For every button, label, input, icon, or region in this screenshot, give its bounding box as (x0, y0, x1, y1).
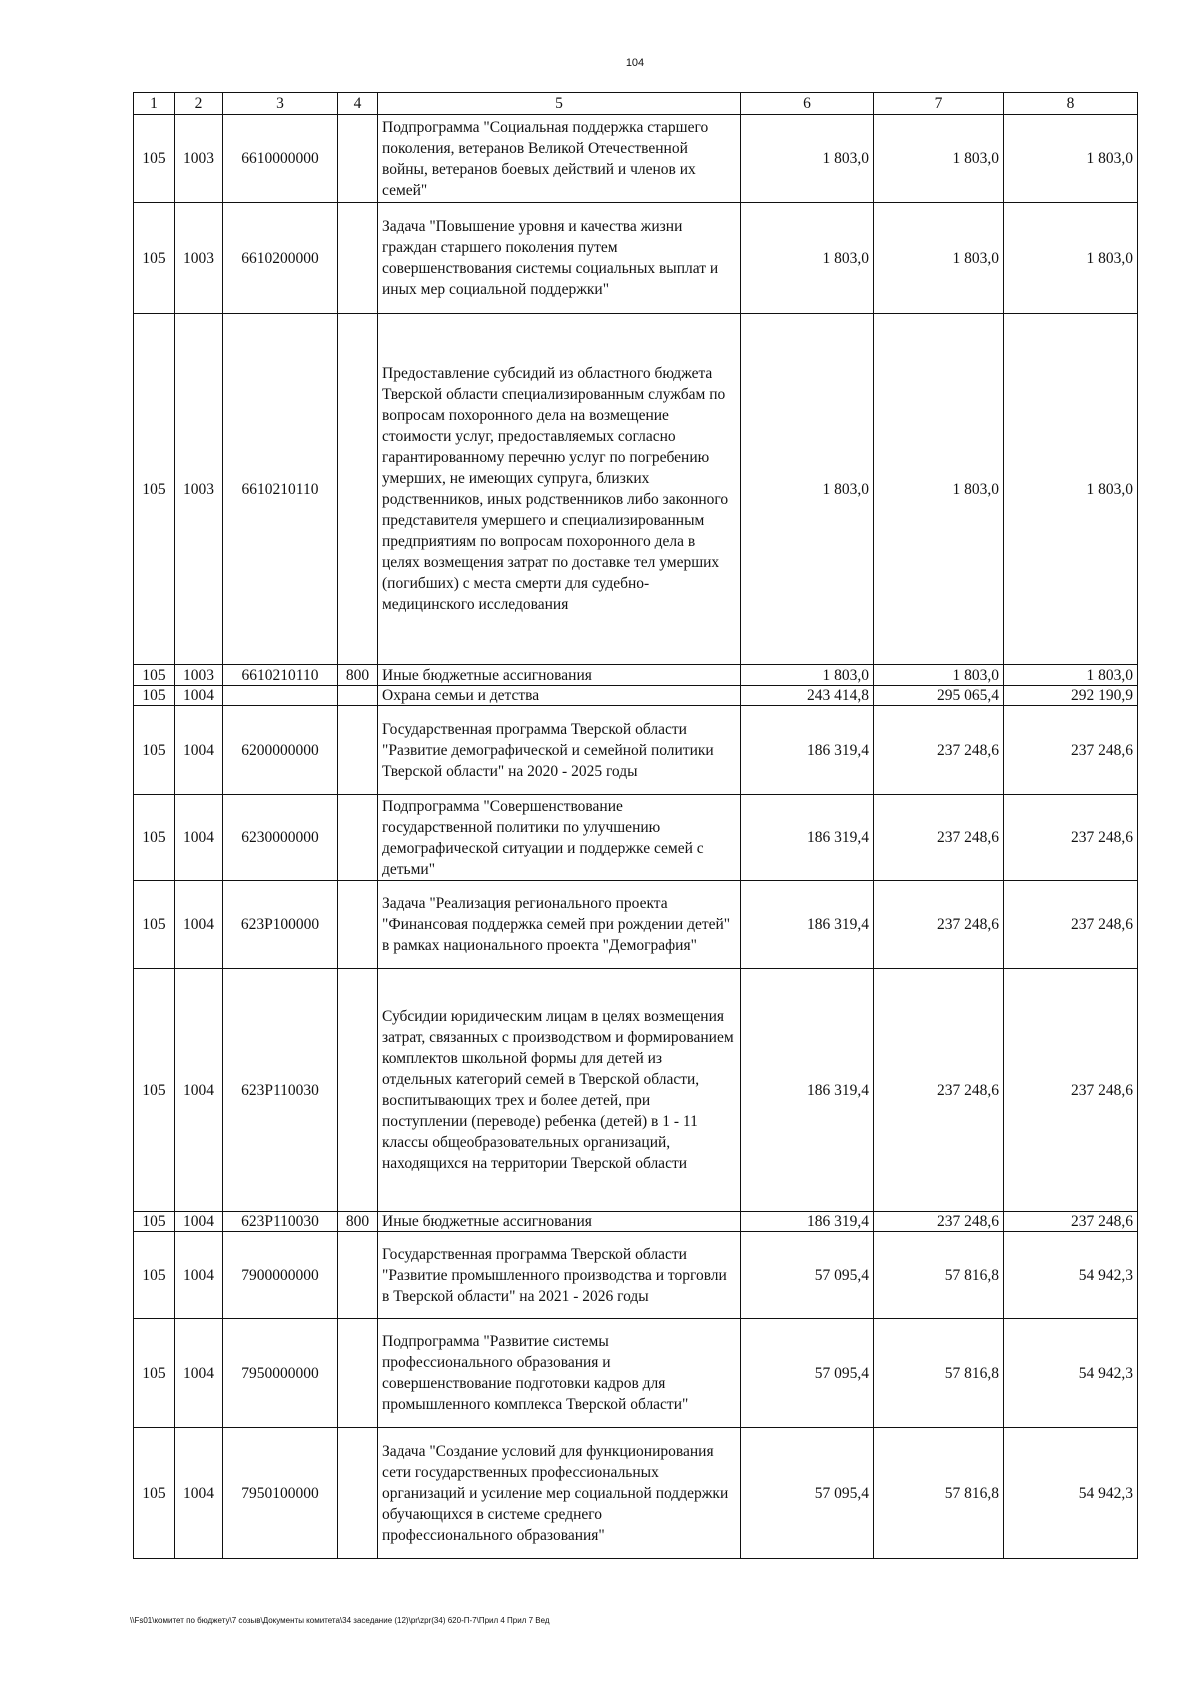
table-row (134, 1212, 1138, 1232)
header-cell-3: 3 (223, 93, 338, 115)
cell-ministry-code: 105 (134, 115, 175, 203)
cell-description: Подпрограмма "Совершенствование государственной политики по улучшению демографической ситуации и поддержке семей с детьми" (378, 795, 741, 881)
cell-amount-col6: 57 095,4 (741, 1232, 874, 1319)
cell-section-code: 1004 (175, 1212, 223, 1232)
header-cell-7: 7 (874, 93, 1004, 115)
cell-target-article (223, 686, 338, 706)
cell-amount-col6: 1 803,0 (741, 203, 874, 314)
cell-expense-type (338, 1319, 378, 1428)
cell-expense-type (338, 1232, 378, 1319)
cell-description: Государственная программа Тверской области "Развитие промышленного производства и торговли в Тверской области" на 2021 - 2026 годы (378, 1232, 741, 1319)
cell-description: Охрана семьи и детства (378, 686, 741, 706)
cell-target-article: 7900000000 (223, 1232, 338, 1319)
cell-section-code: 1004 (175, 795, 223, 881)
table-row (134, 203, 1138, 314)
cell-amount-col7: 237 248,6 (874, 706, 1004, 795)
cell-description: Государственная программа Тверской области "Развитие демографической и семейной политики Тверской области" на 2020 - 2025 годы (378, 706, 741, 795)
cell-amount-col7: 1 803,0 (874, 665, 1004, 686)
cell-expense-type (338, 969, 378, 1212)
cell-section-code: 1004 (175, 1232, 223, 1319)
cell-description: Подпрограмма "Развитие системы профессионального образования и совершенствование подготовки кадров для промышленного комплекса Тверской области" (378, 1319, 741, 1428)
cell-amount-col7: 1 803,0 (874, 314, 1004, 665)
cell-expense-type (338, 115, 378, 203)
cell-amount-col7: 57 816,8 (874, 1232, 1004, 1319)
cell-expense-type (338, 314, 378, 665)
cell-description: Подпрограмма "Социальная поддержка старшего поколения, ветеранов Великой Отечественной войны, ветеранов боевых действий и членов их семей" (378, 115, 741, 203)
cell-target-article: 7950000000 (223, 1319, 338, 1428)
cell-amount-col8: 1 803,0 (1004, 203, 1138, 314)
cell-amount-col6: 57 095,4 (741, 1319, 874, 1428)
page-number: 104 (625, 57, 645, 69)
header-cell-4: 4 (338, 93, 378, 115)
cell-target-article: 623P100000 (223, 881, 338, 969)
cell-ministry-code: 105 (134, 1319, 175, 1428)
cell-target-article: 7950100000 (223, 1428, 338, 1559)
cell-section-code: 1004 (175, 706, 223, 795)
cell-amount-col7: 1 803,0 (874, 115, 1004, 203)
cell-expense-type: 800 (338, 665, 378, 686)
cell-amount-col8: 54 942,3 (1004, 1428, 1138, 1559)
cell-expense-type (338, 795, 378, 881)
cell-amount-col8: 1 803,0 (1004, 314, 1138, 665)
cell-ministry-code: 105 (134, 686, 175, 706)
table-row (134, 115, 1138, 203)
cell-section-code: 1004 (175, 881, 223, 969)
cell-amount-col7: 1 803,0 (874, 203, 1004, 314)
cell-amount-col6: 1 803,0 (741, 665, 874, 686)
cell-amount-col7: 237 248,6 (874, 795, 1004, 881)
cell-expense-type: 800 (338, 1212, 378, 1232)
cell-expense-type (338, 686, 378, 706)
cell-amount-col6: 186 319,4 (741, 795, 874, 881)
cell-section-code: 1004 (175, 969, 223, 1212)
footer-file-path: \\Fs01\комитет по бюджету\7 созыв\Документы комитета\34 заседание (12)\pr\zpr(34) 620-П-7\Прил 4 Прил 7 Вед (130, 1616, 550, 1625)
table-row (134, 665, 1138, 686)
table-row (134, 881, 1138, 969)
cell-description: Предоставление субсидий из областного бюджета Тверской области специализированным службам по вопросам похоронного дела на возмещение стоимости услуг, предоставляемых согласно гарантированному перечню услуг по погребению умерших, не имеющих супруга, близких родственников, иных родственников либо законного представителя умершего и специализированным предприятиям по вопросам похоронного дела в целях возмещения затрат по доставке тел умерших (погибших) с места смерти для судебно-медицинского исследования (378, 314, 741, 665)
cell-section-code: 1003 (175, 203, 223, 314)
table-row (134, 686, 1138, 706)
cell-amount-col7: 237 248,6 (874, 881, 1004, 969)
cell-amount-col8: 1 803,0 (1004, 665, 1138, 686)
cell-section-code: 1003 (175, 115, 223, 203)
cell-amount-col7: 57 816,8 (874, 1428, 1004, 1559)
cell-amount-col6: 243 414,8 (741, 686, 874, 706)
cell-amount-col6: 186 319,4 (741, 706, 874, 795)
cell-target-article: 623P110030 (223, 969, 338, 1212)
table-row (134, 314, 1138, 665)
cell-amount-col6: 57 095,4 (741, 1428, 874, 1559)
cell-ministry-code: 105 (134, 969, 175, 1212)
cell-description: Задача "Повышение уровня и качества жизни граждан старшего поколения путем совершенствования системы социальных выплат и иных мер социальной поддержки" (378, 203, 741, 314)
cell-amount-col7: 237 248,6 (874, 969, 1004, 1212)
header-cell-5: 5 (378, 93, 741, 115)
cell-amount-col7: 57 816,8 (874, 1319, 1004, 1428)
cell-description: Иные бюджетные ассигнования (378, 1212, 741, 1232)
cell-section-code: 1003 (175, 314, 223, 665)
table-row (134, 795, 1138, 881)
header-cell-6: 6 (741, 93, 874, 115)
cell-target-article: 6230000000 (223, 795, 338, 881)
cell-target-article: 6610210110 (223, 314, 338, 665)
cell-section-code: 1004 (175, 1319, 223, 1428)
cell-amount-col8: 292 190,9 (1004, 686, 1138, 706)
cell-ministry-code: 105 (134, 795, 175, 881)
cell-description: Субсидии юридическим лицам в целях возмещения затрат, связанных с производством и формированием комплектов школьной формы для детей из отдельных категорий семей в Тверской области, воспитывающих трех и более детей, при поступлении (переводе) ребенка (детей) в 1 - 11 классы общеобразовательных организаций, находящихся на территории Тверской области (378, 969, 741, 1212)
cell-amount-col8: 54 942,3 (1004, 1319, 1138, 1428)
cell-amount-col8: 237 248,6 (1004, 795, 1138, 881)
cell-amount-col8: 237 248,6 (1004, 706, 1138, 795)
budget-table (133, 92, 1138, 1559)
cell-ministry-code: 105 (134, 706, 175, 795)
cell-expense-type (338, 706, 378, 795)
header-row (134, 93, 1138, 115)
header-cell-2: 2 (175, 93, 223, 115)
cell-ministry-code: 105 (134, 203, 175, 314)
cell-amount-col7: 295 065,4 (874, 686, 1004, 706)
cell-ministry-code: 105 (134, 665, 175, 686)
cell-ministry-code: 105 (134, 1232, 175, 1319)
cell-ministry-code: 105 (134, 314, 175, 665)
cell-ministry-code: 105 (134, 1212, 175, 1232)
header-cell-1: 1 (134, 93, 175, 115)
table-row (134, 969, 1138, 1212)
table-row (134, 1428, 1138, 1559)
cell-target-article: 6610210110 (223, 665, 338, 686)
cell-amount-col6: 186 319,4 (741, 1212, 874, 1232)
cell-target-article: 6610200000 (223, 203, 338, 314)
cell-description: Задача "Создание условий для функционирования сети государственных профессиональных организаций и усиление мер социальной поддержки обучающихся в системе среднего профессионального образования" (378, 1428, 741, 1559)
table-row (134, 706, 1138, 795)
cell-amount-col6: 1 803,0 (741, 115, 874, 203)
table-row (134, 1319, 1138, 1428)
cell-target-article: 623P110030 (223, 1212, 338, 1232)
cell-target-article: 6200000000 (223, 706, 338, 795)
cell-expense-type (338, 1428, 378, 1559)
cell-amount-col6: 186 319,4 (741, 881, 874, 969)
cell-description: Задача "Реализация регионального проекта "Финансовая поддержка семей при рождении детей" в рамках национального проекта "Демография" (378, 881, 741, 969)
cell-target-article: 6610000000 (223, 115, 338, 203)
header-cell-8: 8 (1004, 93, 1138, 115)
cell-expense-type (338, 203, 378, 314)
cell-amount-col6: 186 319,4 (741, 969, 874, 1212)
cell-section-code: 1004 (175, 1428, 223, 1559)
cell-description: Иные бюджетные ассигнования (378, 665, 741, 686)
cell-ministry-code: 105 (134, 881, 175, 969)
cell-amount-col6: 1 803,0 (741, 314, 874, 665)
cell-section-code: 1003 (175, 665, 223, 686)
cell-amount-col8: 237 248,6 (1004, 1212, 1138, 1232)
cell-section-code: 1004 (175, 686, 223, 706)
table-row (134, 1232, 1138, 1319)
cell-amount-col8: 1 803,0 (1004, 115, 1138, 203)
cell-ministry-code: 105 (134, 1428, 175, 1559)
cell-amount-col8: 54 942,3 (1004, 1232, 1138, 1319)
cell-amount-col8: 237 248,6 (1004, 969, 1138, 1212)
cell-amount-col7: 237 248,6 (874, 1212, 1004, 1232)
cell-expense-type (338, 881, 378, 969)
cell-amount-col8: 237 248,6 (1004, 881, 1138, 969)
